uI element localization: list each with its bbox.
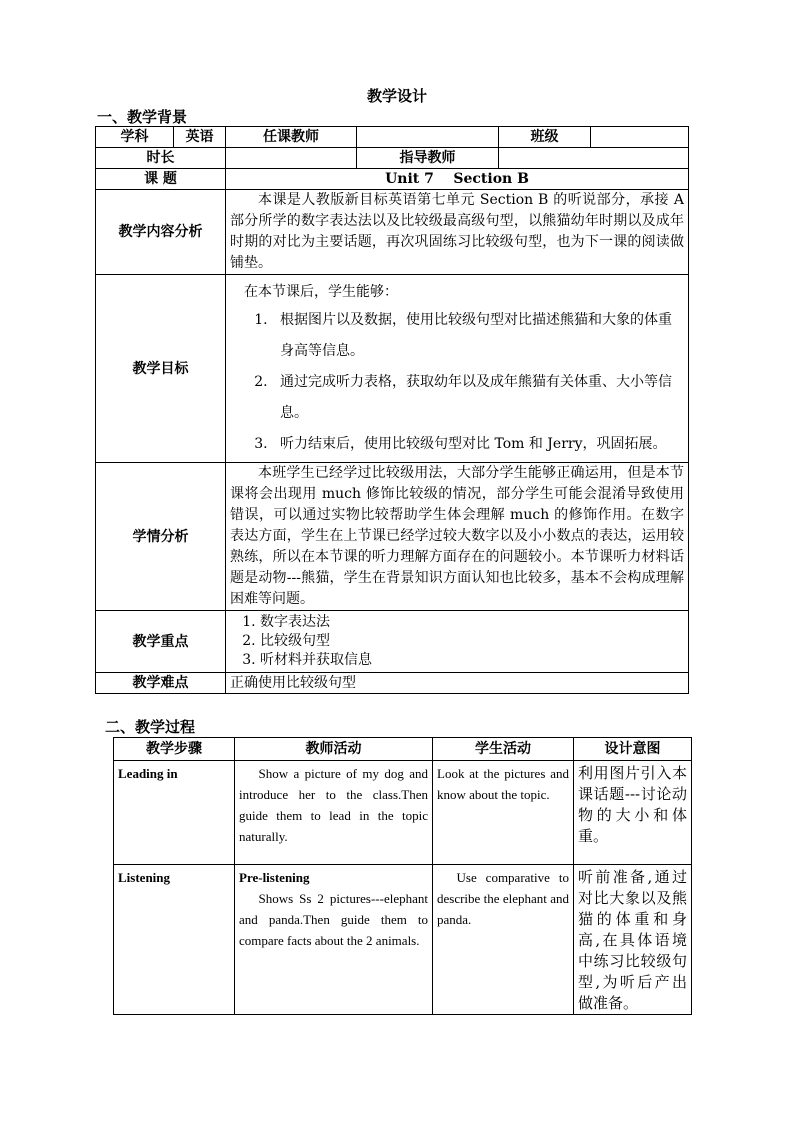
background-table — [95, 126, 689, 694]
difficult-value: 正确使用比较级句型 — [226, 673, 689, 694]
goals-list — [230, 305, 684, 460]
teacher-label: 任课教师 — [226, 127, 357, 148]
row-key-points — [96, 611, 689, 673]
duration-label: 时长 — [96, 148, 226, 169]
mentor-value — [499, 148, 689, 169]
content-cell — [226, 190, 689, 275]
header-student: 学生活动 — [433, 738, 574, 761]
step-cell: Leading in — [114, 761, 235, 865]
process-row-leading-in — [114, 761, 692, 865]
student-activity: Look at the pictures and know about the topic. — [433, 761, 574, 865]
teacher-activity: Shows Ss 2 pictures---elephant and panda.Then guide them to compare facts about the 2 animals. — [239, 891, 428, 948]
student-activity: Use comparative to describe the elephant and panda. — [433, 865, 574, 1015]
key-points-list — [230, 613, 684, 670]
header-intent: 设计意图 — [574, 738, 692, 761]
key-label: 教学重点 — [96, 611, 226, 673]
teacher-value — [357, 127, 499, 148]
row-topic — [96, 169, 689, 190]
content-text: 本课是人教版新目标英语第七单元 Section B 的听说部分，承接 A 部分所学的数字表达法以及比较级最高级句型，以熊猫幼年时期以及成年时期的对比为主要话题，再次巩固练习比较级句型，也为下一课的阅读做铺垫。 — [230, 192, 684, 271]
goals-intro: 在本节课后，学生能够： — [244, 284, 398, 300]
row-difficult — [96, 673, 689, 694]
teacher-activity-cell — [235, 865, 433, 1015]
teacher-activity: Show a picture of my dog and introduce her to the class.Then guide them to lead in the topic naturally. — [235, 761, 433, 865]
mentor-label: 指导教师 — [357, 148, 499, 169]
key-point: 1. 数字表达法 — [260, 613, 684, 632]
header-step: 教学步骤 — [114, 738, 235, 761]
goals-label: 教学目标 — [96, 275, 226, 463]
goals-cell — [226, 275, 689, 463]
goal-item: 2. 通过完成听力表格，获取幼年以及成年熊猫有关体重、大小等信息。 — [272, 367, 684, 429]
key-cell — [226, 611, 689, 673]
row-content — [96, 190, 689, 275]
section-heading-background: 一、教学背景 — [97, 108, 188, 126]
teacher-activity-title: Pre-listening — [239, 870, 310, 885]
document-title: 教学设计 — [366, 87, 427, 105]
row-analysis — [96, 463, 689, 611]
row-duration — [96, 148, 689, 169]
class-value — [591, 127, 689, 148]
process-table — [113, 737, 692, 1015]
design-intent: 利用图片引入本课话题---讨论动物的大小和体重。 — [574, 761, 692, 865]
row-goals — [96, 275, 689, 463]
section-heading-process: 二、教学过程 — [105, 718, 196, 736]
class-label: 班级 — [499, 127, 591, 148]
content-label: 教学内容分析 — [96, 190, 226, 275]
header-teacher: 教师活动 — [235, 738, 433, 761]
subject-label: 学科 — [96, 127, 174, 148]
analysis-label: 学情分析 — [96, 463, 226, 611]
analysis-text: 本班学生已经学过比较级用法，大部分学生能够正确运用，但是本节课将会出现用 much 修饰比较级的情况，部分学生可能会混淆导致使用错误，可以通过实物比较帮助学生体会理解 much 的修饰作用。在数字表达方面，学生在上节课已经学过较大数字以及小小数点的表达，运用较熟练，所以在本节课的听力理解方面存在的问题较小。本节课听力材料话题是动物---熊猫，学生在背景知识方面认知也比较多，基本不会构成理解困难等问题。 — [230, 465, 684, 607]
process-header-row — [114, 738, 692, 761]
process-row-listening — [114, 865, 692, 1015]
key-point: 2. 比较级句型 — [260, 632, 684, 651]
duration-value — [226, 148, 357, 169]
goal-item: 3. 听力结束后，使用比较级句型对比 Tom 和 Jerry，巩固拓展。 — [272, 429, 684, 460]
key-point: 3. 听材料并获取信息 — [260, 651, 684, 670]
goal-item: 1. 根据图片以及数据，使用比较级句型对比描述熊猫和大象的体重身高等信息。 — [272, 305, 684, 367]
row-subject — [96, 127, 689, 148]
design-intent: 听前准备,通过对比大象以及熊猫的体重和身高,在具体语境中练习比较级句型,为听后产出做准备。 — [574, 865, 692, 1015]
topic-value: Unit 7 Section B — [226, 169, 689, 190]
difficult-label: 教学难点 — [96, 673, 226, 694]
step-cell: Listening — [114, 865, 235, 1015]
analysis-cell — [226, 463, 689, 611]
subject-value: 英语 — [174, 127, 226, 148]
topic-label: 课 题 — [96, 169, 226, 190]
